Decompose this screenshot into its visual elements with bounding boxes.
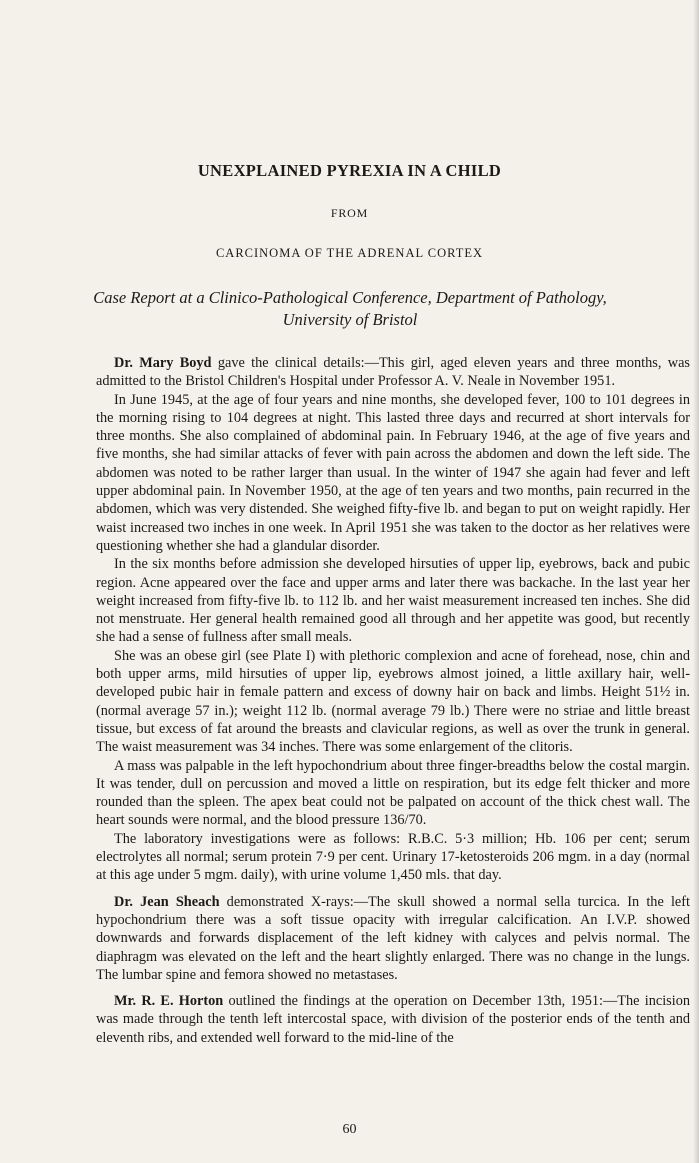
paragraph-clinical-details	[96, 354, 690, 391]
paragraph-history	[96, 391, 690, 556]
paragraph-text: In the six months before admission she developed hirsuties of upper lip, eyebrows, back and pubic region. Acne appeared over the face and upper arms and later there was backache. In the last year her weight increased from fifty-five lb. to 112 lb. and her waist measurement increased ten inches. She did not menstruate. Her general health remained good all through and her appetite was good, but recently she had a sense of fullness after small meals.	[96, 556, 690, 646]
speaker-name: Mr. R. E. Horton	[114, 993, 224, 1010]
paragraph-text: She was an obese girl (see Plate I) with plethoric complexion and acne of forehead, nose, chin and both upper arms, mild hirsuties of upper lip, eyebrows almost joined, a little axillary hair, well-developed pubic hair in female pattern and excess of downy hair on back and limbs. Height 51½ in. (normal average 57 in.); weight 112 lb. (normal average 79 lb.) There were no striae and little breast tissue, but excess of fat around the breasts and clavicular regions, as well as over the trunk in general. The waist measurement was 34 inches. There was some enlargement of the clitoris.	[96, 647, 690, 756]
paragraph-xrays	[96, 893, 690, 984]
paragraph-text: outlined the findings at the operation on December 13th, 1951:—The incision was made through the tenth left intercostal space, with division of the posterior ends of the tenth and eleventh ribs, and extended well forward to the mid-line of the	[96, 993, 690, 1046]
paragraph-text: A mass was palpable in the left hypochondrium about three finger-breadths below the costal margin. It was tender, dull on percussion and moved a little on respiration, but its edge felt thicker and more rounded than the spleen. The apex beat could not be palpated on account of the thick chest wall. The heart sounds were normal, and the blood pressure 136/70.	[96, 757, 690, 829]
paragraph-text: In June 1945, at the age of four years and nine months, she developed fever, 100 to 101 degrees in the morning rising to 104 degrees at night. This lasted three days and recurred at short intervals for three months. She also complained of abdominal pain. In February 1946, at the age of five years and five months, she had similar attacks of fever with pain across the abdomen and down the left side. The abdomen was noted to be rather larger than usual. In the winter of 1947 she again had fever and left upper abdominal pain. In November 1950, at the age of ten years and two months, pain recurred in the abdomen, which was very distended. She weighed fifty-five lb. and began to put on weight rapidly. Her waist increased two inches in one week. In April 1951 she was taken to the doctor as her relatives were questioning whether she had a glandular disorder.	[96, 391, 690, 554]
article-subtitle: CARCINOMA OF THE ADRENAL CORTEX	[215, 246, 484, 260]
paragraph-pre-admission	[96, 555, 690, 646]
paragraph-text: demonstrated X-rays:—The skull showed a normal sella turcica. In the left hypochondrium there was a soft tissue opacity with irregular calcification. An I.V.P. showed downwards and forwards displacement of the left kidney with calyces and pelvis normal. The diaphragm was elevated on the left and the heart slightly enlarged. There was no change in the lungs. The lumbar spine and femora showed no metastases.	[96, 893, 691, 983]
speaker-name: Dr. Mary Boyd	[114, 355, 212, 371]
paragraph-text: gave the clinical details:—This girl, aged eleven years and three months, was admitted to the Bristol Children's Hospital under Professor A. V. Neale in November 1951.	[96, 355, 690, 390]
paragraph-laboratory	[96, 830, 690, 885]
article-caption	[60, 287, 640, 331]
caption-line-1: Case Report at a Clinico-Pathological Conference, Department of Pathology,	[93, 288, 607, 307]
paragraph-text: The laboratory investigations were as follows: R.B.C. 5·3 million; Hb. 106 per cent; serum electrolytes all normal; serum protein 7·9 per cent. Urinary 17-ketosteroids 206 mgm. in a day (normal at this age under 5 mgm. daily), with urine volume 1,450 mls. that day.	[96, 830, 690, 884]
from-label: FROM	[330, 206, 369, 220]
paragraph-operation	[96, 992, 690, 1047]
article-title: UNEXPLAINED PYREXIA IN A CHILD	[197, 161, 502, 180]
caption-line-2: University of Bristol	[282, 310, 418, 329]
paragraph-examination	[96, 647, 690, 757]
page-number: 60	[342, 1122, 357, 1137]
article-body	[96, 354, 690, 1047]
speaker-name: Dr. Jean Sheach	[114, 893, 220, 910]
paragraph-mass	[96, 757, 690, 830]
